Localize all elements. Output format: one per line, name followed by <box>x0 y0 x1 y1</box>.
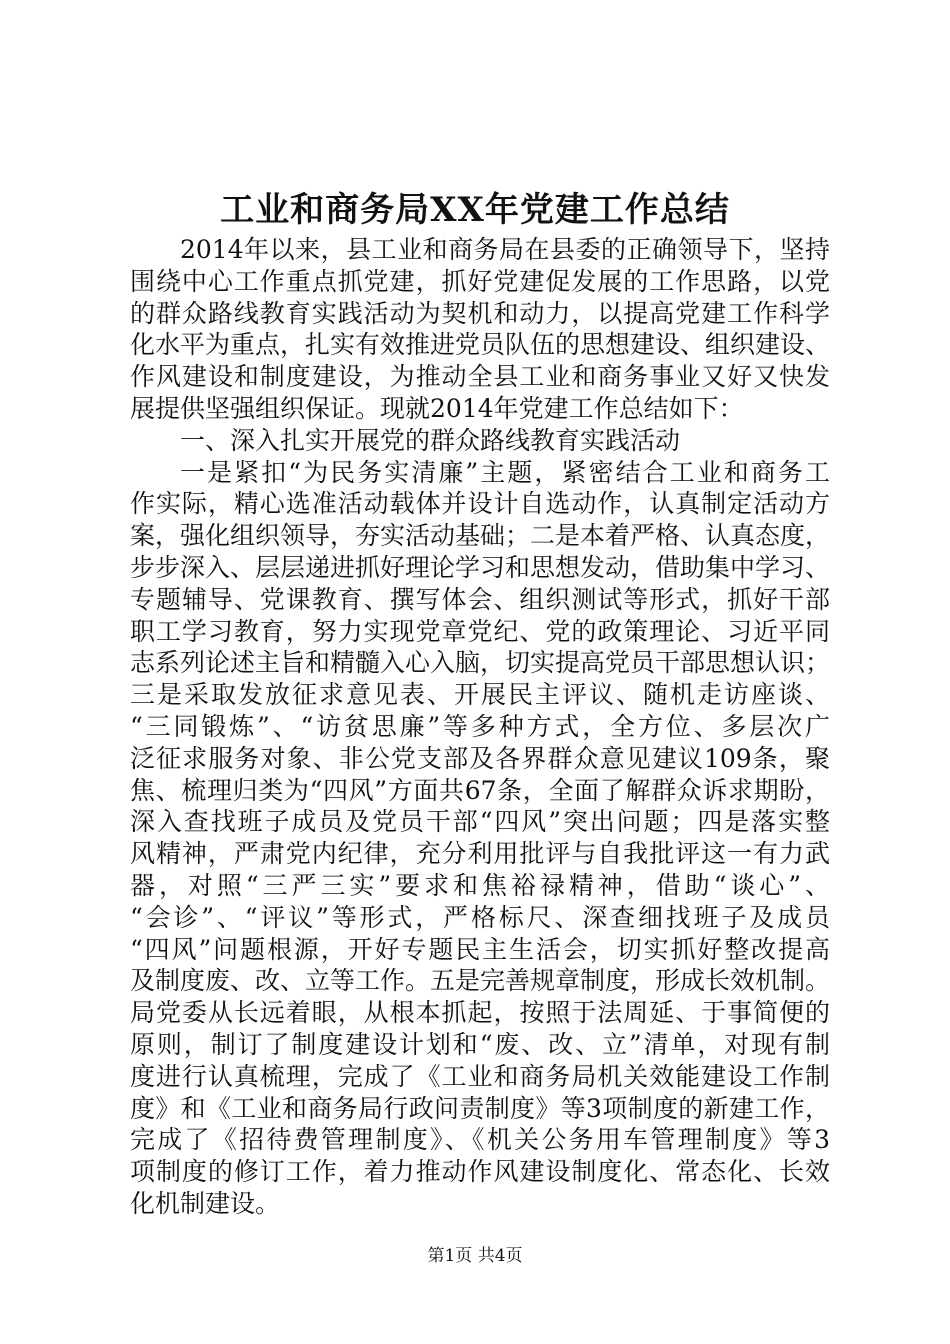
paragraph-line: 2014年以来，县工业和商务局在县委的正确领导下，坚持 <box>180 235 830 264</box>
page-title: 工业和商务局XX年党建工作总结 <box>220 190 730 230</box>
paragraph-line: 作风建设和制度建设，为推动全县工业和商务事业又好又快发 <box>130 362 830 392</box>
paragraph-line: 作实际，精心选准活动载体并设计自选动作，认真制定活动方 <box>130 489 830 519</box>
paragraph-line: 度进行认真梳理，完成了《工业和商务局机关效能建设工作制 <box>130 1061 830 1091</box>
paragraph-line: 志系列论述主旨和精髓入心入脑，切实提高党员干部思想认识； <box>130 648 831 678</box>
paragraph-line: 案，强化组织领导，夯实活动基础；二是本着严格、认真态度， <box>130 521 831 551</box>
paragraph-line: 深入查找班子成员及党员干部“四风”突出问题；四是落实整 <box>130 807 830 837</box>
paragraph-line: 步步深入、层层递进抓好理论学习和思想发动，借助集中学习、 <box>130 553 831 582</box>
paragraph-line: “三同锻炼”、“访贫思廉”等多种方式，全方位、多层次广 <box>130 712 830 741</box>
paragraph-line: 完成了《招待费管理制度》、《机关公务用车管理制度》等3 <box>130 1125 830 1155</box>
paragraph-line: 化水平为重点，扎实有效推进党员队伍的思想建设、组织建设、 <box>130 330 831 360</box>
paragraph-line: 局党委从长远着眼，从根本抓起，按照于法周延、于事简便的 <box>130 998 830 1028</box>
paragraph-line: 职工学习教育，努力实现党章党纪、党的政策理论、习近平同 <box>130 616 830 646</box>
paragraph-line: 器，对照“三严三实”要求和焦裕禄精神，借助“谈心”、 <box>130 871 831 900</box>
paragraph-line: 原则，制订了制度建设计划和“废、改、立”清单，对现有制 <box>130 1030 830 1059</box>
section-heading: 一、深入扎实开展党的群众路线教育实践活动 <box>180 425 681 455</box>
paragraph-line: “四风”问题根源，开好专题民主生活会，切实抓好整改提高 <box>130 934 830 964</box>
page-number: 第1页 共4页 <box>427 1246 523 1266</box>
paragraph-line: 展提供坚强组织保证。现就2014年党建工作总结如下： <box>130 394 744 423</box>
paragraph-line: 三是采取发放征求意见表、开展民主评议、随机走访座谈、 <box>130 680 830 710</box>
paragraph-line: 专题辅导、党课教育、撰写体会、组织测试等形式，抓好干部 <box>130 584 830 614</box>
paragraph-line: 及制度废、改、立等工作。五是完善规章制度，形成长效机制。 <box>130 966 831 996</box>
paragraph-line: 化机制建设。 <box>130 1189 281 1218</box>
paragraph-line: 风精神，严肃党内纪律，充分利用批评与自我批评这一有力武 <box>130 839 830 869</box>
paragraph-line: 焦、梳理归类为“四风”方面共67条，全面了解群众诉求期盼， <box>130 775 830 805</box>
paragraph-line: 一是紧扣“为民务实清廉”主题，紧密结合工业和商务工 <box>180 457 830 487</box>
paragraph-line: 的群众路线教育实践活动为契机和动力，以提高党建工作科学 <box>130 298 830 328</box>
paragraph-line: 项制度的修订工作，着力推动作风建设制度化、常态化、长效 <box>130 1157 830 1187</box>
paragraph-line: 度》和《工业和商务局行政问责制度》等3项制度的新建工作， <box>130 1093 830 1123</box>
paragraph-line: 围绕中心工作重点抓党建，抓好党建促发展的工作思路，以党 <box>130 266 830 296</box>
paragraph-line: 泛征求服务对象、非公党支部及各界群众意见建议109条，聚 <box>130 743 830 773</box>
paragraph-line: “会诊”、“评议”等形式，严格标尺、深查细找班子及成员 <box>130 902 830 932</box>
